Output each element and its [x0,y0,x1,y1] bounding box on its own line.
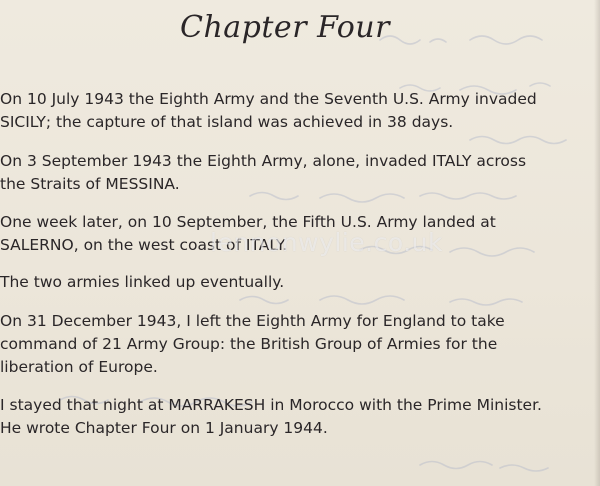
paragraph-italy [0,150,526,196]
page-edge-shadow [594,0,600,486]
paragraph-sicily [0,88,537,134]
paragraph-line: command of 21 Army Group: the British Group of Armies for the [0,335,498,353]
paragraph-line: SALERNO, on the west coast of ITALY. [0,236,288,254]
paragraph-line: SICILY; the capture of that island was achieved in 38 days. [0,113,454,131]
paragraph-marrakesh [0,394,542,440]
paragraph-line: On 3 September 1943 the Eighth Army, alone, invaded ITALY across [0,152,527,170]
watermark: lennonwylie.co.uk [210,228,443,257]
paragraph-line: One week later, on 10 September, the Fifth U.S. Army landed at [0,213,496,231]
paragraph-21-army-group [0,310,505,379]
paragraph-line: I stayed that night at MARRAKESH in Morocco with the Prime Minister. [0,396,542,414]
paragraph-line: He wrote Chapter Four on 1 January 1944. [0,419,328,437]
paragraph-line: On 10 July 1943 the Eighth Army and the Seventh U.S. Army invaded [0,90,537,108]
paragraph-line: the Straits of MESSINA. [0,175,180,193]
paragraph-line: The two armies linked up eventually. [0,273,285,291]
paragraph-linked-up [0,271,284,294]
paragraph-line: liberation of Europe. [0,358,158,376]
paragraph-line: On 31 December 1943, I left the Eighth Army for England to take [0,312,505,330]
chapter-title: Chapter Four [180,10,390,45]
